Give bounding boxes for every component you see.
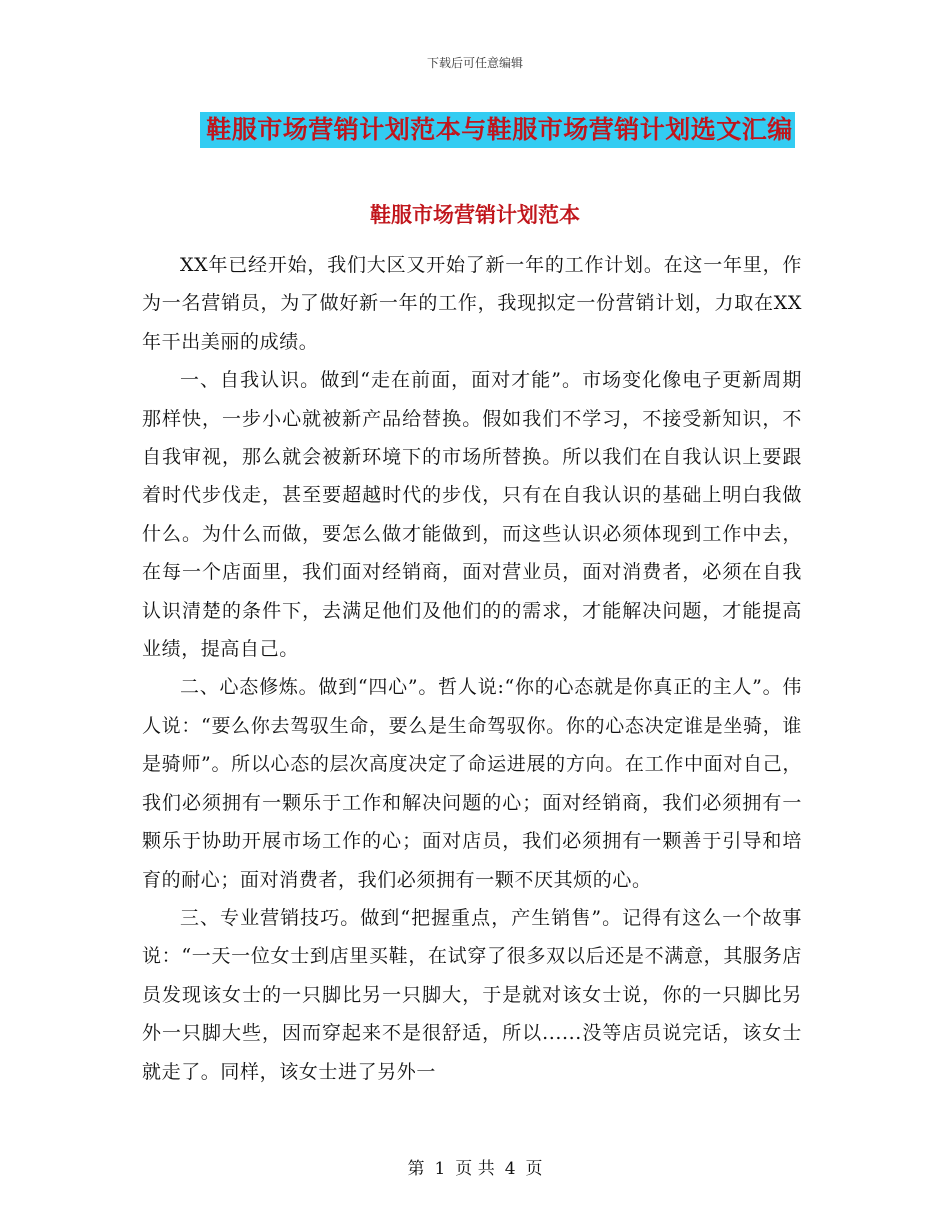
paragraph-mindset: 二、心态修炼。做到“四心”。哲人说:“你的心态就是你真正的主人”。伟人说：“要么你去驾驭生命，要么是生命驾驭你。你的心态决定谁是坐骑，谁是骑师”。所以心态的层次高度决定了命运进展的方向。在工作中面对自己，我们必须拥有一颗乐于工作和解决问题的心；面对经销商，我们必须拥有一颗乐于协助开展市场工作的心；面对店员，我们必须拥有一颗善于引导和培育的耐心；面对消费者，我们必须拥有一颗不厌其烦的心。: [142, 676, 802, 891]
footer-prefix: 第: [407, 1159, 425, 1179]
section-title: 鞋服市场营销计划范本: [370, 202, 580, 227]
paragraph-intro: XX年已经开始，我们大区又开始了新一年的工作计划。在这一年里，作为一名营销员，为了做好新一年的工作，我现拟定一份营销计划，力取在XX年干出美丽的成绩。: [142, 254, 802, 353]
footer-suffix: 页: [525, 1159, 543, 1179]
footer-page-number: 1: [434, 1159, 446, 1179]
body-text: [142, 246, 802, 1091]
page-footer: [0, 1154, 950, 1179]
main-title: 鞋服市场营销计划范本与鞋服市场营销计划选文汇编: [200, 112, 795, 148]
header-note: 下载后可任意编辑: [426, 56, 523, 70]
footer-middle: 页 共: [455, 1159, 495, 1179]
paragraph-self-awareness: 一、自我认识。做到“走在前面，面对才能”。市场变化像电子更新周期那样快，一步小心就被新产品给替换。假如我们不学习，不接受新知识，不自我审视，那么就会被新环境下的市场所替换。所以我们在自我认识上要跟着时代步伐走，甚至要超越时代的步伐，只有在自我认识的基础上明白我做什么。为什么而做，要怎么做才能做到，而这些认识必须体现到工作中去，在每一个店面里，我们面对经销商，面对营业员，面对消费者，必须在自我认识清楚的条件下，去满足他们及他们的的需求，才能解决问题，才能提高业绩，提高自己。: [142, 369, 802, 661]
main-title-wrap: [0, 112, 950, 148]
footer-total-pages: 4: [504, 1159, 516, 1179]
paragraph-sales-skills: 三、专业营销技巧。做到“把握重点，产生销售”。记得有这么一个故事说：“一天一位女士到店里买鞋，在试穿了很多双以后还是不满意，其服务店员发现该女士的一只脚比另一只脚大，于是就对该女士说，你的一只脚比另外一只脚大些，因而穿起来不是很舒适，所以......没等店员说完话，该女士就走了。同样，该女士进了另外一: [142, 906, 802, 1083]
